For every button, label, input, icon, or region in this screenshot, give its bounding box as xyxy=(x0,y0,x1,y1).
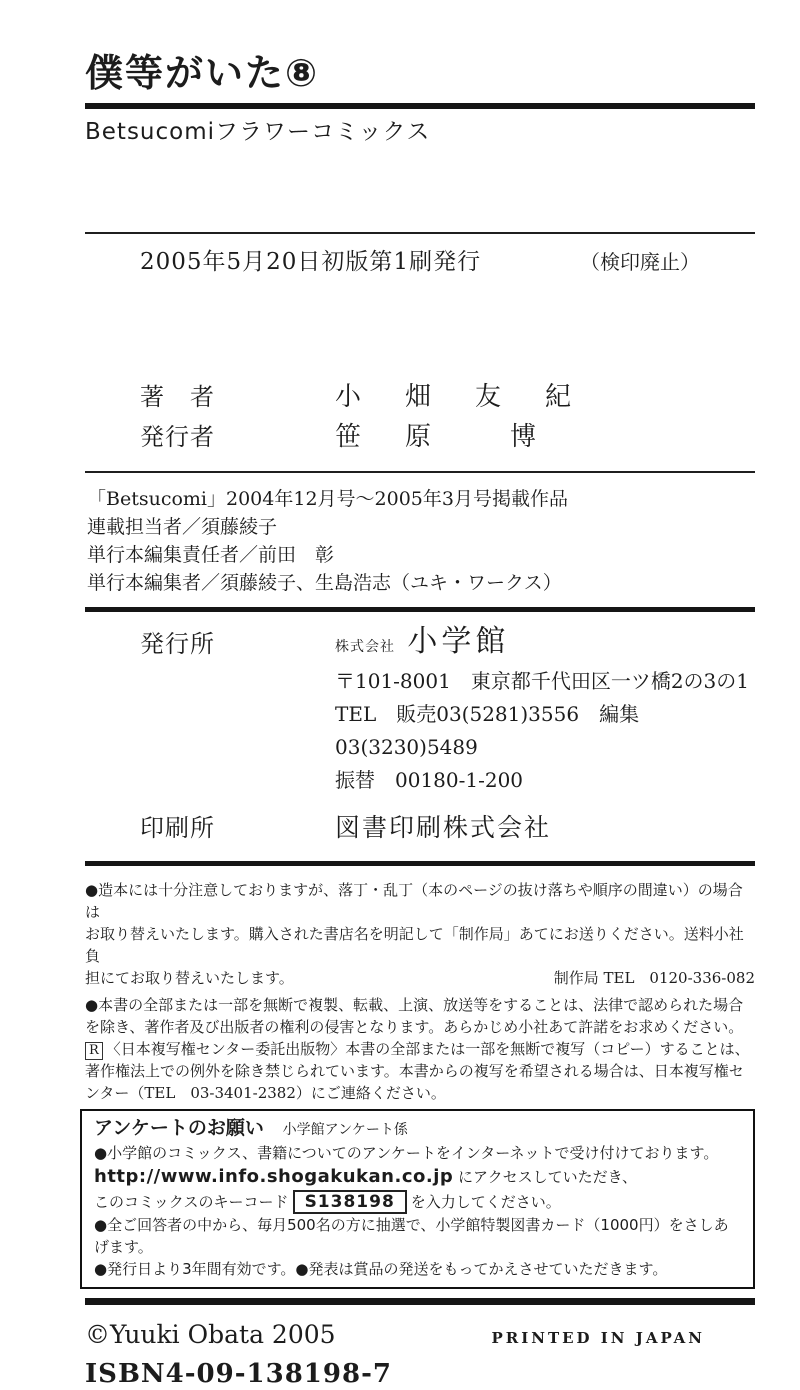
copyright-notice-line1: ●本書の全部または一部を無断で複製、転載、上演、放送等をすることは、法律で認められた場合 xyxy=(85,996,744,1014)
people-section xyxy=(85,377,755,473)
serialization-credits xyxy=(85,473,755,607)
publisher-printer-section xyxy=(85,607,755,866)
printer-name: 図書印刷株式会社 xyxy=(335,813,552,842)
printed-in-japan: PRINTED IN JAPAN xyxy=(491,1329,705,1347)
series-label: Betsucomiフラワーコミックス xyxy=(85,119,431,145)
publisher-tel: TEL 販売03(5281)3556 編集03(3230)5489 xyxy=(335,702,640,759)
publisher-company-line xyxy=(335,624,755,665)
edition-section xyxy=(85,232,755,277)
survey-title: アンケートのお願い xyxy=(94,1117,264,1139)
publisher-row xyxy=(85,624,755,797)
copyright-notice xyxy=(85,994,755,1104)
footer-divider-rule xyxy=(85,1298,755,1305)
publisher-person-name: 笹 原 博 xyxy=(335,422,546,452)
survey-line4: ●全ご回答者の中から、毎月500名の方に抽選で、小学館特製図書カード（1000円）をさしあげます。 xyxy=(94,1216,729,1256)
publisher-person-label: 発行者 xyxy=(140,423,215,451)
survey-url-suffix: にアクセスしていただき、 xyxy=(453,1168,637,1186)
survey-url-line xyxy=(94,1164,741,1190)
survey-url: http://www.info.shogakukan.co.jp xyxy=(94,1166,454,1187)
edition-note: （検印廃止） xyxy=(580,250,700,274)
binding-notice-line1: ●造本には十分注意しておりますが、落丁・乱丁（本のページの抜け落ちや順序の間違い）の場合は xyxy=(85,881,743,921)
notices-section xyxy=(85,866,755,1104)
footer-copyright-row xyxy=(85,1319,755,1354)
survey-request-box xyxy=(80,1109,755,1289)
binding-notice-line3 xyxy=(85,967,755,989)
keycode-suffix: を入力してください。 xyxy=(410,1193,561,1211)
edition-date: 2005年5月20日初版第1刷発行 xyxy=(140,249,482,275)
author-label: 著 者 xyxy=(140,383,215,411)
printer-row xyxy=(85,811,755,845)
keycode-value: S138198 xyxy=(293,1190,407,1214)
copyright-text: ©Yuuki Obata 2005 xyxy=(85,1320,336,1349)
copyright-notice-line5: ンター（TEL 03-3401-2382）にご連絡ください。 xyxy=(85,1084,446,1102)
binding-notice-line2: お取り替えいたします。購入された書店名を明記して「制作局」あてにお送りください。送料小社負 xyxy=(85,925,744,965)
author-name: 小 畑 友 紀 xyxy=(335,382,581,412)
company-type-label: 株式会社 xyxy=(335,639,395,655)
volume-editors-line: 単行本編集者／須藤綾子、生島浩志（ユキ・ワークス） xyxy=(87,572,562,594)
boxed-r-mark: R xyxy=(85,1042,103,1060)
survey-line1: ●小学館のコミックス、書籍についてのアンケートをインターネットで受け付けております。 xyxy=(94,1144,719,1162)
binding-notice-line3-left: 担にてお取り替えいたします。 xyxy=(85,969,294,987)
publisher-postal-transfer: 振替 00180-1-200 xyxy=(335,768,524,792)
survey-subtitle: 小学館アンケート係 xyxy=(282,1122,408,1138)
title-divider-rule xyxy=(85,103,755,109)
copyright-notice-line3 xyxy=(85,1038,755,1060)
printer-label: 印刷所 xyxy=(140,814,215,842)
publisher-label: 発行所 xyxy=(140,630,215,658)
publisher-address: 〒101-8001 東京都千代田区一ツ橋2の3の1 xyxy=(335,669,750,693)
copyright-notice-line4: 著作権法上での例外を除き禁じられています。本書からの複写を希望される場合は、日本複写権セ xyxy=(85,1062,744,1080)
production-dept-tel: 制作局 TEL 0120-336-082 xyxy=(553,969,755,987)
publisher-details xyxy=(335,624,755,797)
survey-line5: ●発行日より3年間有効です。●発表は賞品の発送をもってかえさせていただきます。 xyxy=(94,1260,668,1278)
company-name: 小学館 xyxy=(407,624,510,659)
survey-keycode-line xyxy=(94,1190,741,1214)
author-row xyxy=(85,377,755,417)
keycode-prefix: このコミックスのキーコード xyxy=(94,1193,289,1211)
publisher-person-row xyxy=(85,417,755,457)
serialization-source-line: 「Betsucomi」2004年12月号～2005年3月号掲載作品 xyxy=(87,488,568,510)
book-title: 僕等がいた⑧ xyxy=(85,51,320,95)
volume-chief-editor-line: 単行本編集責任者／前田 彰 xyxy=(87,544,335,566)
copyright-notice-line2: を除き、著作者及び出版者の権利の侵害となります。あらかじめ小社あて許諾をお求めください。 xyxy=(85,1018,744,1036)
copyright-notice-line3-text: 〈日本複写権センター委託出版物〉本書の全部または一部を無断で複写（コピー）することは、 xyxy=(105,1040,750,1058)
isbn: ISBN4-09-138198-7 xyxy=(85,1359,392,1389)
binding-defect-notice xyxy=(85,879,755,989)
survey-header xyxy=(94,1116,741,1142)
serial-editor-line: 連載担当者／須藤綾子 xyxy=(87,516,278,538)
